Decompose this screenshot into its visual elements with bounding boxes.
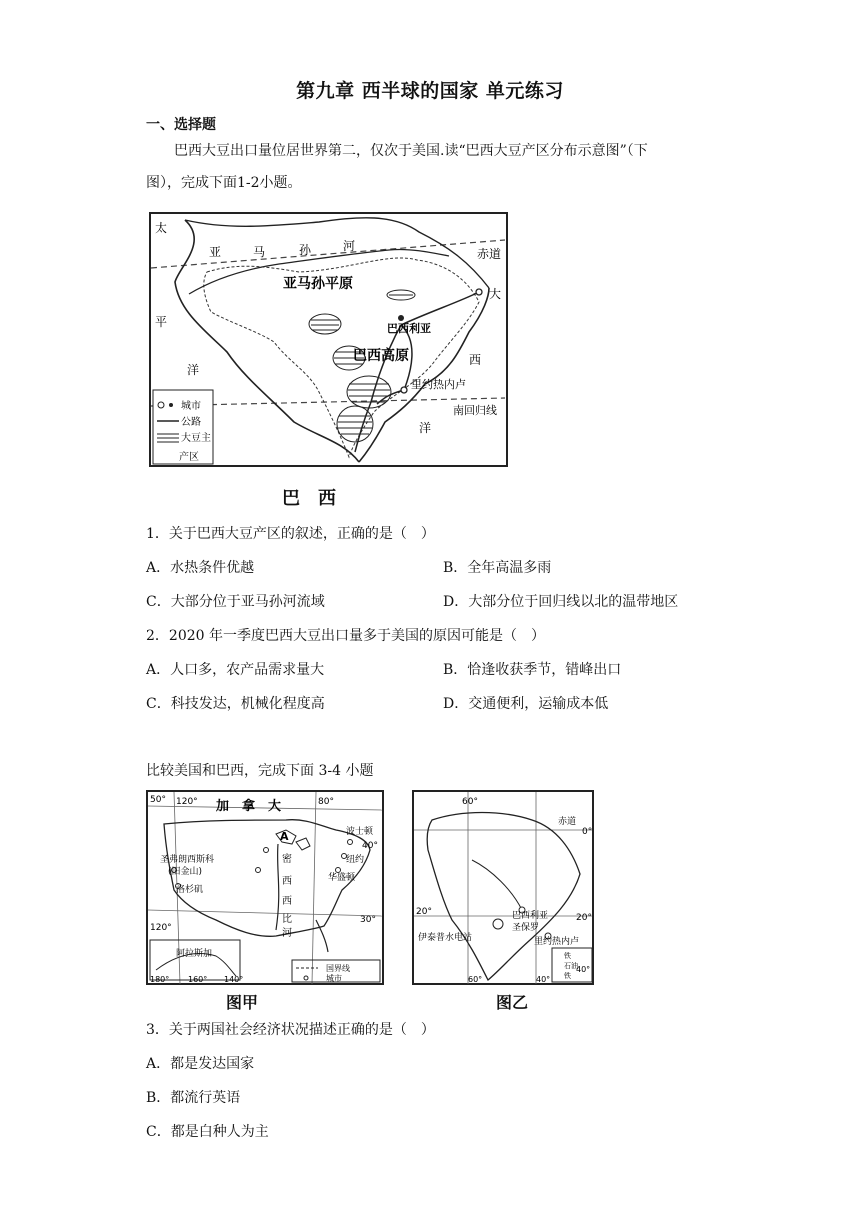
map1-caption: 巴 西 bbox=[282, 488, 336, 509]
svg-text:阿拉斯加: 阿拉斯加 bbox=[176, 949, 213, 959]
label-yang-left: 洋 bbox=[187, 363, 200, 377]
svg-text:40°: 40° bbox=[536, 975, 551, 984]
label-ya: 亚 bbox=[209, 245, 222, 259]
q3-option-c[interactable]: C．都是白种人为主 bbox=[146, 1124, 269, 1140]
svg-text:伊泰普水电站: 伊泰普水电站 bbox=[418, 933, 473, 943]
svg-text:国界线: 国界线 bbox=[326, 964, 350, 973]
label-rio: 里约热内卢 bbox=[411, 378, 466, 391]
svg-text:60°: 60° bbox=[462, 797, 478, 807]
label-equator: 赤道 bbox=[477, 247, 502, 261]
brasilia-marker bbox=[398, 315, 404, 321]
map-a-caption: 图甲 bbox=[226, 993, 259, 1012]
svg-text:加 拿 大: 加 拿 大 bbox=[216, 799, 282, 814]
svg-text:20°: 20° bbox=[416, 907, 432, 917]
label-tai: 太 bbox=[155, 221, 168, 235]
brazil-soybean-map bbox=[149, 212, 509, 468]
q1-option-a[interactable]: A．水热条件优越 bbox=[146, 560, 255, 576]
brazil-map bbox=[412, 790, 594, 986]
svg-text:洛杉矶: 洛杉矶 bbox=[176, 885, 204, 895]
q3-stem: 3．关于两国社会经济状况描述正确的是（ ） bbox=[146, 1022, 435, 1038]
svg-text:产区: 产区 bbox=[179, 452, 199, 463]
svg-text:圣弗朗西斯科: 圣弗朗西斯科 bbox=[160, 855, 215, 865]
q1-option-d[interactable]: D．大部分位于回归线以北的温带地区 bbox=[443, 594, 679, 610]
svg-text:西: 西 bbox=[282, 876, 292, 887]
svg-text:20°: 20° bbox=[576, 913, 592, 923]
svg-text:密: 密 bbox=[282, 854, 292, 865]
svg-text:公路: 公路 bbox=[181, 417, 201, 428]
intro-line-2: 图），完成下面1-2小题。 bbox=[146, 175, 302, 191]
label-brasilia: 巴西利亚 bbox=[387, 322, 431, 335]
svg-text:石油: 石油 bbox=[564, 962, 578, 970]
svg-text:0°: 0° bbox=[582, 827, 593, 837]
label-xi: 西 bbox=[469, 353, 482, 367]
q3-option-a[interactable]: A．都是发达国家 bbox=[146, 1056, 255, 1072]
svg-text:180°: 180° bbox=[150, 975, 170, 984]
svg-text:大豆主: 大豆主 bbox=[181, 433, 211, 444]
svg-text:80°: 80° bbox=[318, 797, 334, 807]
svg-text:50°: 50° bbox=[150, 795, 166, 805]
svg-text:里约热内卢: 里约热内卢 bbox=[534, 937, 580, 947]
label-brazil-plateau: 巴西高原 bbox=[353, 348, 409, 364]
svg-text:(旧金山): (旧金山) bbox=[168, 867, 203, 877]
svg-text:河: 河 bbox=[282, 928, 292, 939]
svg-text:赤道: 赤道 bbox=[558, 817, 577, 827]
label-da: 大 bbox=[489, 287, 502, 301]
q2-option-b[interactable]: B．恰逢收获季节，错峰出口 bbox=[443, 662, 622, 678]
svg-text:城市: 城市 bbox=[326, 974, 342, 983]
svg-text:A: A bbox=[280, 830, 289, 843]
map1-legend bbox=[153, 390, 213, 464]
svg-text:120°: 120° bbox=[150, 923, 172, 933]
svg-text:140°: 140° bbox=[224, 975, 244, 984]
q2-option-c[interactable]: C．科技发达，机械化程度高 bbox=[146, 696, 325, 712]
svg-text:60°: 60° bbox=[468, 975, 483, 984]
svg-text:40°: 40° bbox=[576, 965, 591, 974]
svg-text:40°: 40° bbox=[362, 841, 378, 851]
svg-text:城市: 城市 bbox=[181, 401, 201, 412]
map-b-caption: 图乙 bbox=[496, 993, 529, 1012]
svg-text:160°: 160° bbox=[188, 975, 208, 984]
q2-option-a[interactable]: A．人口多，农产品需求量大 bbox=[146, 662, 325, 678]
svg-text:华盛顿: 华盛顿 bbox=[328, 873, 356, 883]
label-amazon-plain: 亚马孙平原 bbox=[283, 276, 353, 292]
svg-text:铁: 铁 bbox=[564, 972, 571, 980]
intro-line-1: 巴西大豆出口量位居世界第二，仅次于美国.读“巴西大豆产区分布示意图”（下 bbox=[174, 143, 648, 159]
intro-3-4: 比较美国和巴西，完成下面 3-4 小题 bbox=[146, 763, 374, 779]
page-title: 第九章 西半球的国家 单元练习 bbox=[296, 80, 564, 102]
svg-text:西: 西 bbox=[282, 896, 292, 907]
svg-text:120°: 120° bbox=[176, 797, 198, 807]
q1-option-b[interactable]: B．全年高温多雨 bbox=[443, 560, 552, 576]
label-tropic: 南回归线 bbox=[453, 404, 497, 417]
svg-text:巴西利亚: 巴西利亚 bbox=[512, 911, 549, 921]
q1-stem: 1．关于巴西大豆产区的叙述，正确的是（ ） bbox=[146, 526, 435, 542]
section-heading: 一、选择题 bbox=[146, 117, 216, 133]
svg-text:比: 比 bbox=[282, 914, 292, 925]
q2-option-d[interactable]: D．交通便利，运输成本低 bbox=[443, 696, 609, 712]
label-yang-right: 洋 bbox=[419, 421, 432, 435]
label-ma: 马 bbox=[253, 245, 266, 259]
label-sun: 孙 bbox=[299, 243, 312, 257]
usa-map bbox=[146, 790, 384, 986]
label-ping: 平 bbox=[155, 315, 168, 329]
rio-marker bbox=[401, 387, 407, 393]
svg-text:铁: 铁 bbox=[564, 952, 571, 960]
svg-text:纽约: 纽约 bbox=[346, 855, 365, 865]
q3-option-b[interactable]: B．都流行英语 bbox=[146, 1090, 241, 1106]
q2-stem: 2．2020 年一季度巴西大豆出口量多于美国的原因可能是（ ） bbox=[146, 628, 545, 644]
svg-text:圣保罗: 圣保罗 bbox=[512, 923, 540, 933]
svg-text:30°: 30° bbox=[360, 915, 376, 925]
q1-option-c[interactable]: C．大部分位于亚马孙河流域 bbox=[146, 594, 325, 610]
svg-text:波士顿: 波士顿 bbox=[346, 827, 374, 837]
label-he: 河 bbox=[343, 239, 356, 253]
